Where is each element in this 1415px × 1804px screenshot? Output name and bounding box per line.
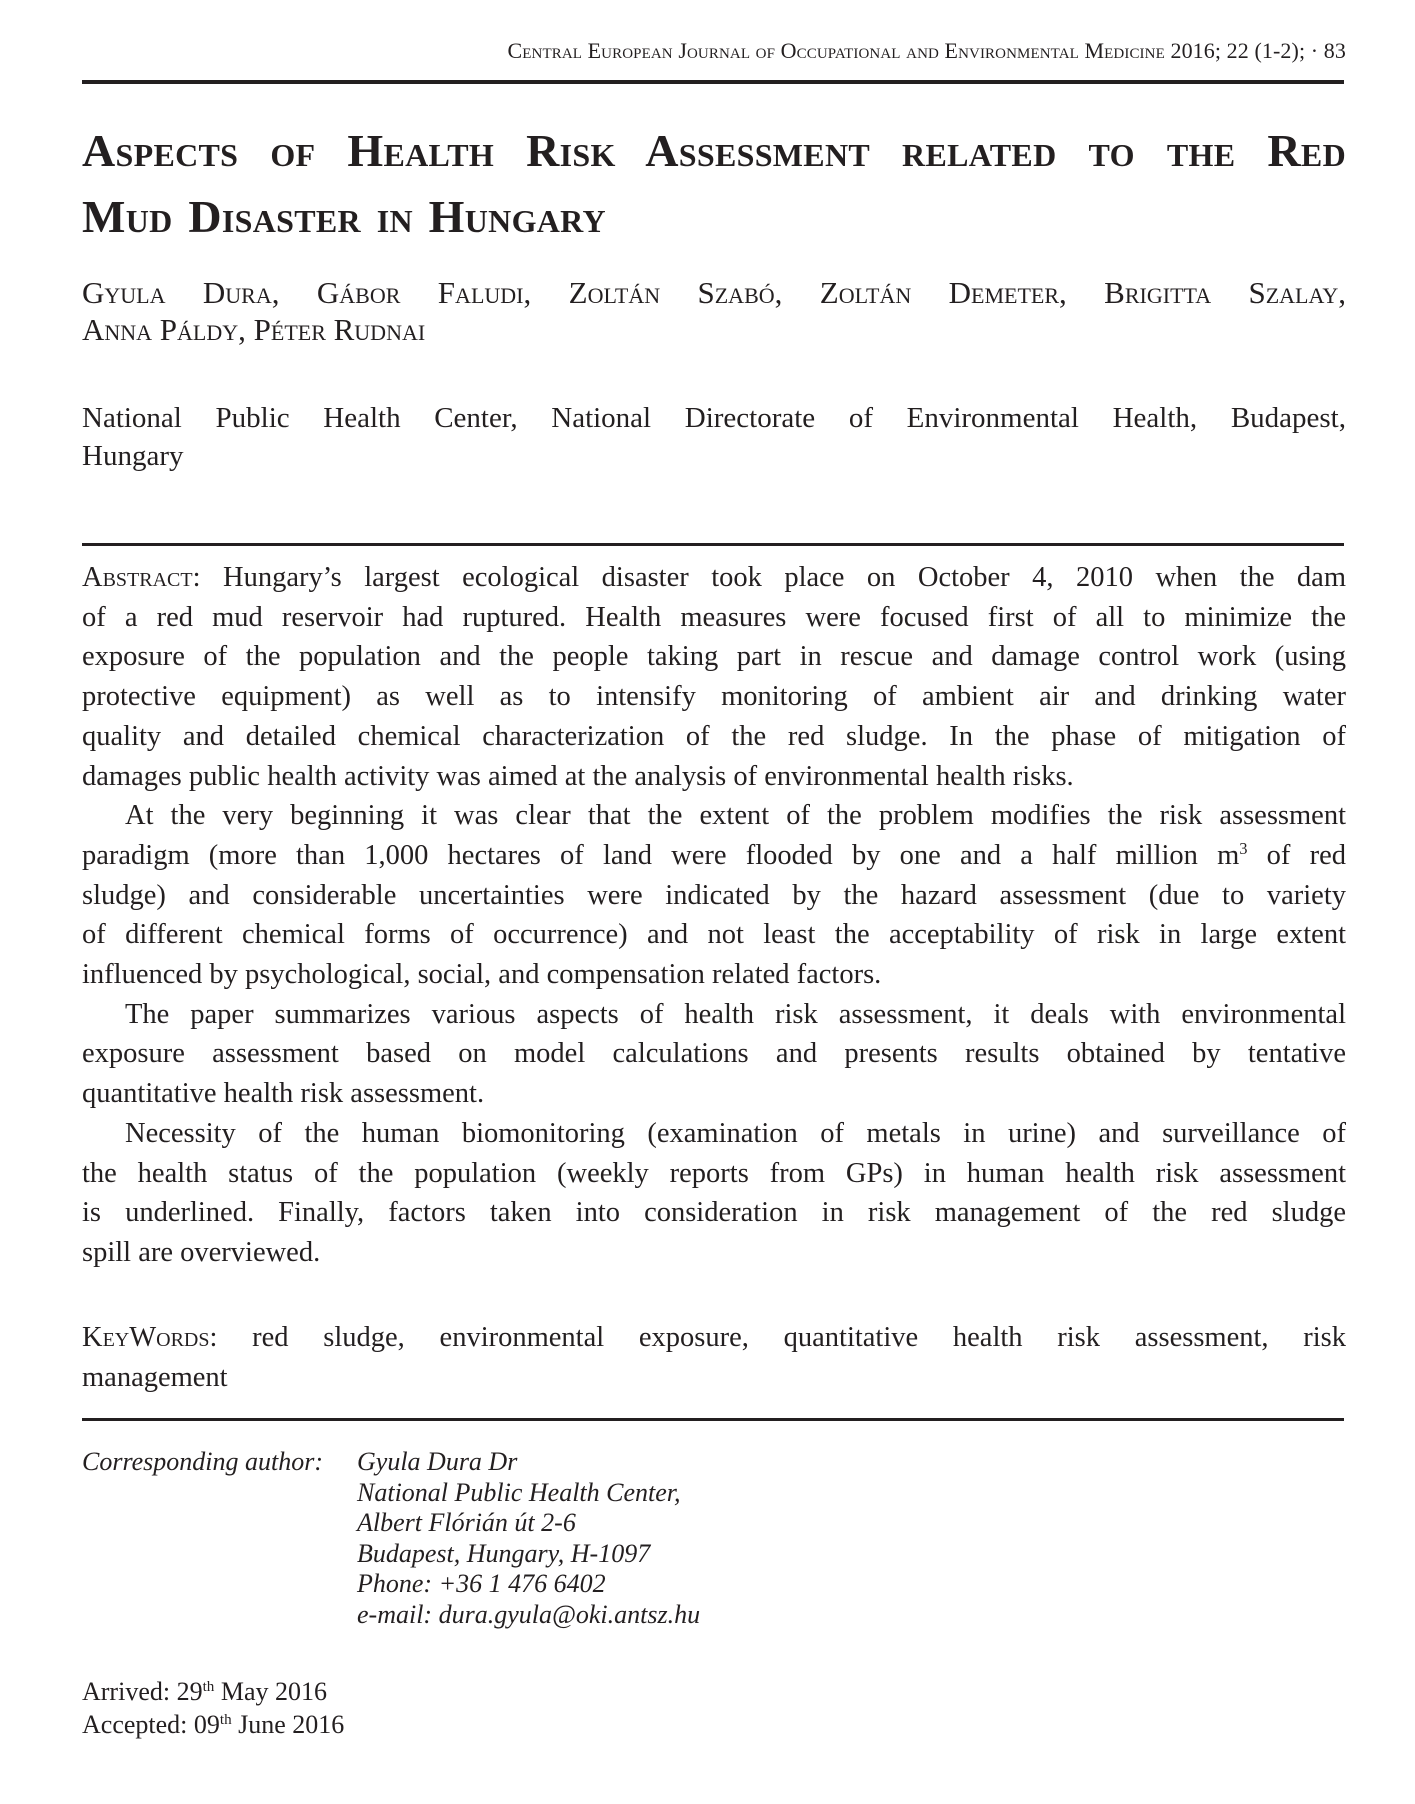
running-header <box>508 38 1346 64</box>
superscript: 3 <box>1239 839 1248 859</box>
abstract-text: quantitative health risk assessment. <box>82 1078 485 1110</box>
arrived-date <box>82 1675 344 1708</box>
abstract-text: The paper summarizes various aspects of health risk assessment, it deals with environmental <box>125 998 1346 1030</box>
abstract-text: paradigm (more than 1,000 hectares of land were flooded by one and a half million m <box>82 839 1240 871</box>
authors-line: Anna Páldy, Péter Rudnai <box>82 312 426 347</box>
keywords-label: KeyWords: <box>82 1322 218 1353</box>
abstract-bottom-rule <box>82 1418 1344 1421</box>
author-phone: Phone: +36 1 476 6402 <box>357 1569 606 1599</box>
accepted-rest: June 2016 <box>231 1710 345 1739</box>
abstract-text: protective equipment) as well as to intensify monitoring of ambient air and drinking water <box>82 681 1346 713</box>
journal-citation: 2016; 22 (1-2); · 83 <box>1170 38 1346 63</box>
title-line: Aspects of Health Risk Assessment related to the Red <box>82 125 1346 176</box>
abstract-paragraph <box>82 995 1346 1114</box>
abstract-paragraph <box>82 1114 1346 1273</box>
abstract-paragraph <box>82 558 1346 796</box>
authors-line: Gyula Dura, Gábor Faludi, Zoltán Szabó, Zoltán Demeter, Brigitta Szalay, <box>82 275 1346 310</box>
affiliation-line: Hungary <box>82 440 184 472</box>
keywords-text: management <box>82 1361 228 1393</box>
author-list <box>82 274 1346 348</box>
author-name: Gyula Dura Dr <box>357 1447 518 1476</box>
header-rule <box>82 80 1344 84</box>
abstract-paragraph <box>82 796 1346 995</box>
abstract-label: Abstract: <box>82 562 201 593</box>
submission-dates <box>82 1675 344 1741</box>
affiliation <box>82 399 1346 475</box>
abstract-text: Necessity of the human biomonitoring (examination of metals in urine) and surveillance of <box>125 1117 1346 1149</box>
arrived-rest: May 2016 <box>214 1677 327 1706</box>
abstract-top-rule <box>82 543 1344 546</box>
journal-name: Central European Journal of Occupational and Environmental Medicine <box>507 38 1165 63</box>
abstract-text: quality and detailed chemical characterization of the red sludge. In the phase of mitigation of <box>82 720 1346 752</box>
arrived-label: Arrived: 29 <box>82 1677 203 1706</box>
abstract <box>82 558 1346 1273</box>
keywords <box>82 1318 1346 1397</box>
ordinal-suffix: th <box>202 1678 215 1695</box>
abstract-text: is underlined. Finally, factors taken into consideration in risk management of the red sludge <box>82 1197 1346 1229</box>
ordinal-suffix: th <box>219 1711 232 1728</box>
author-city: Budapest, Hungary, H-1097 <box>357 1538 651 1568</box>
title-line: Mud Disaster in Hungary <box>82 191 606 242</box>
abstract-text: spill are overviewed. <box>82 1236 321 1268</box>
corresponding-author-details <box>357 1447 700 1631</box>
abstract-text: of red <box>1247 839 1346 871</box>
abstract-text: exposure of the population and the people taking part in rescue and damage control work (using <box>82 641 1346 673</box>
author-institution: National Public Health Center, <box>357 1477 681 1507</box>
abstract-text: Hungary’s largest ecological disaster took place on October 4, 2010 when the dam <box>223 562 1346 593</box>
author-street: Albert Flórián út 2-6 <box>357 1508 576 1538</box>
affiliation-line: National Public Health Center, National Directorate of Environmental Health, Budapest, <box>82 402 1346 434</box>
accepted-label: Accepted: 09 <box>82 1710 220 1739</box>
abstract-text: sludge) and considerable uncertainties were indicated by the hazard assessment (due to variety <box>82 879 1346 911</box>
abstract-text: of a red mud reservoir had ruptured. Health measures were focused first of all to minimize the <box>82 601 1346 633</box>
abstract-text: of different chemical forms of occurrence) and not least the acceptability of risk in large extent <box>82 919 1346 951</box>
author-email[interactable]: e-mail: dura.gyula@oki.antsz.hu <box>357 1599 701 1629</box>
abstract-text: At the very beginning it was clear that the extent of the problem modifies the risk assessment <box>125 800 1346 832</box>
accepted-date <box>82 1708 344 1741</box>
abstract-text: the health status of the population (weekly reports from GPs) in human health risk assessment <box>82 1157 1346 1189</box>
corresponding-author-label: Corresponding author: <box>82 1447 323 1476</box>
abstract-text: influenced by psychological, social, and compensation related factors. <box>82 959 882 991</box>
paper-title <box>82 118 1346 250</box>
abstract-text: exposure assessment based on model calculations and presents results obtained by tentative <box>82 1038 1346 1070</box>
abstract-text: damages public health activity was aimed at the analysis of environmental health risks. <box>82 760 1074 792</box>
keywords-text: red sludge, environmental exposure, quantitative health risk assessment, risk <box>252 1322 1346 1353</box>
